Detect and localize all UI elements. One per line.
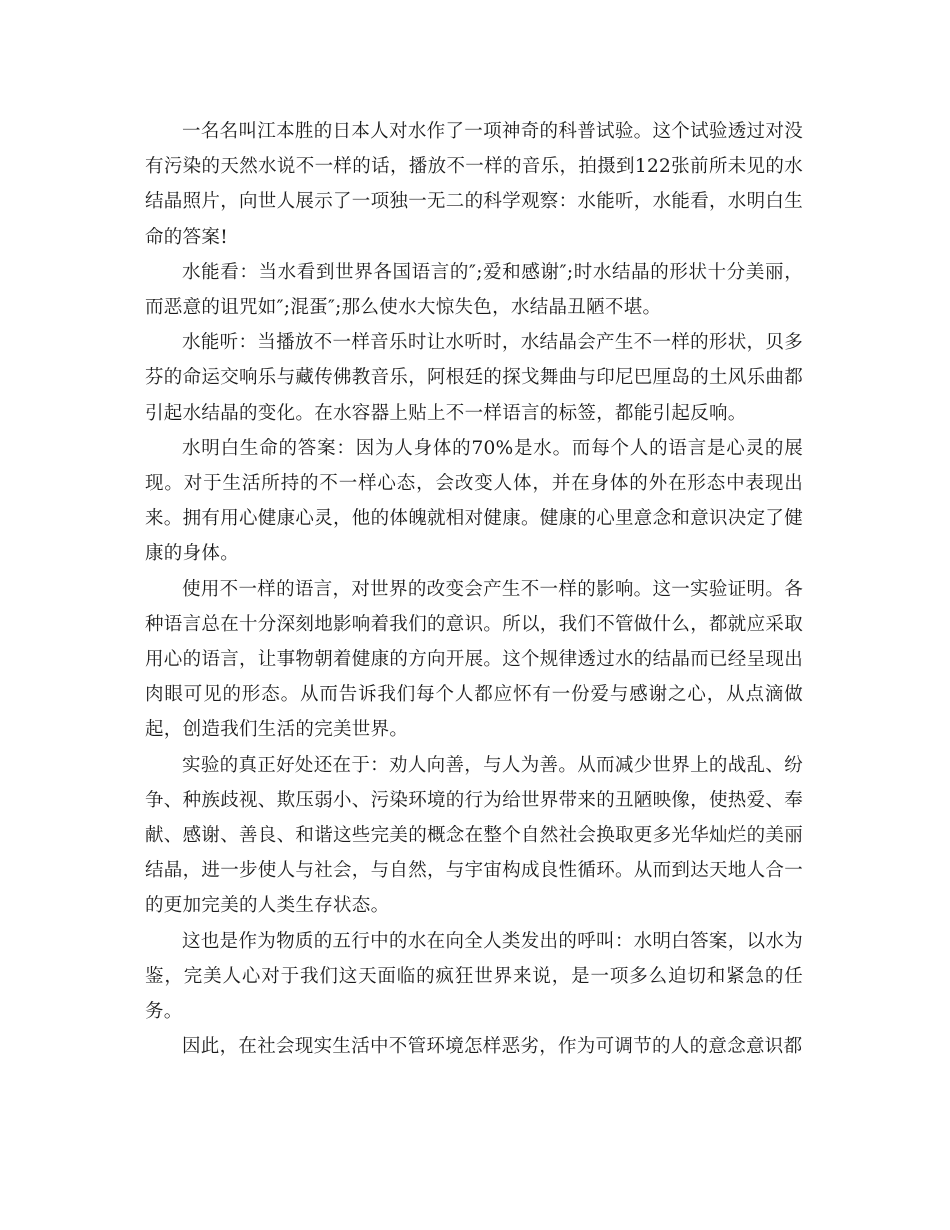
paragraph-3: 水能听：当播放不一样音乐时让水听时，水结晶会产生不一样的形状，贝多芬的命运交响乐与藏传佛教音乐，阿根廷的探戈舞曲与印尼巴厘岛的土风乐曲都引起水结晶的变化。在水容器上贴上不一样语言的标签，都能引起反响。 <box>145 332 804 424</box>
paragraph-2: 水能看：当水看到世界各国语言的″;爱和感谢″;时水结晶的形状十分美丽，而恶意的诅咒如″;混蛋″;那么使水大惊失色，水结晶丑陋不堪。 <box>145 261 803 319</box>
paragraph-1: 一名名叫江本胜的日本人对水作了一项神奇的科普试验。这个试验透过对没有污染的天然水说不一样的话，播放不一样的音乐，拍摄到122张前所未见的水结晶照片，向世人展示了一项独一无二的科学观察：水能听，水能看，水明白生命的答案! <box>145 121 804 248</box>
paragraph-7: 这也是作为物质的五行中的水在向全人类发出的呼叫：水明白答案，以水为鉴，完美人心对于我们这天面临的疯狂世界来说，是一项多么迫切和紧急的任务。 <box>145 930 803 1023</box>
paragraph-6: 实验的真正好处还在于：劝人向善，与人为善。从而减少世界上的战乱、纷争、种族歧视、欺压弱小、污染环境的行为给世界带来的丑陋映像，使热爱、奉献、感谢、善良、和谐这些完美的概念在整个自然社会换取更多光华灿烂的美丽结晶，进一步使人与社会，与自然，与宇宙构成良性循环。从而到达天地人合一的更加完美的人类生存状态。 <box>145 754 804 917</box>
paragraph-5: 使用不一样的语言，对世界的改变会产生不一样的影响。这一实验证明。各种语言总在十分深刻地影响着我们的意识。所以，我们不管做什么，都就应采取用心的语言，让事物朝着健康的方向开展。这个规律透过水的结晶而已经呈现出肉眼可见的形态。从而告诉我们每个人都应怀有一份爱与感谢之心，从点滴做起，创造我们生活的完美世界。 <box>145 578 804 741</box>
paragraph-4: 水明白生命的答案：因为人身体的70%是水。而每个人的语言是心灵的展现。对于生活所持的不一样心态，会改变人体，并在身体的外在形态中表现出来。拥有用心健康心灵，他的体魄就相对健康。健康的心里意念和意识决定了健康的身体。 <box>145 437 804 565</box>
document-body <box>145 114 803 1064</box>
paragraph-8: 因此，在社会现实生活中不管环境怎样恶劣，作为可调节的人的意念意识都 <box>182 1036 803 1058</box>
